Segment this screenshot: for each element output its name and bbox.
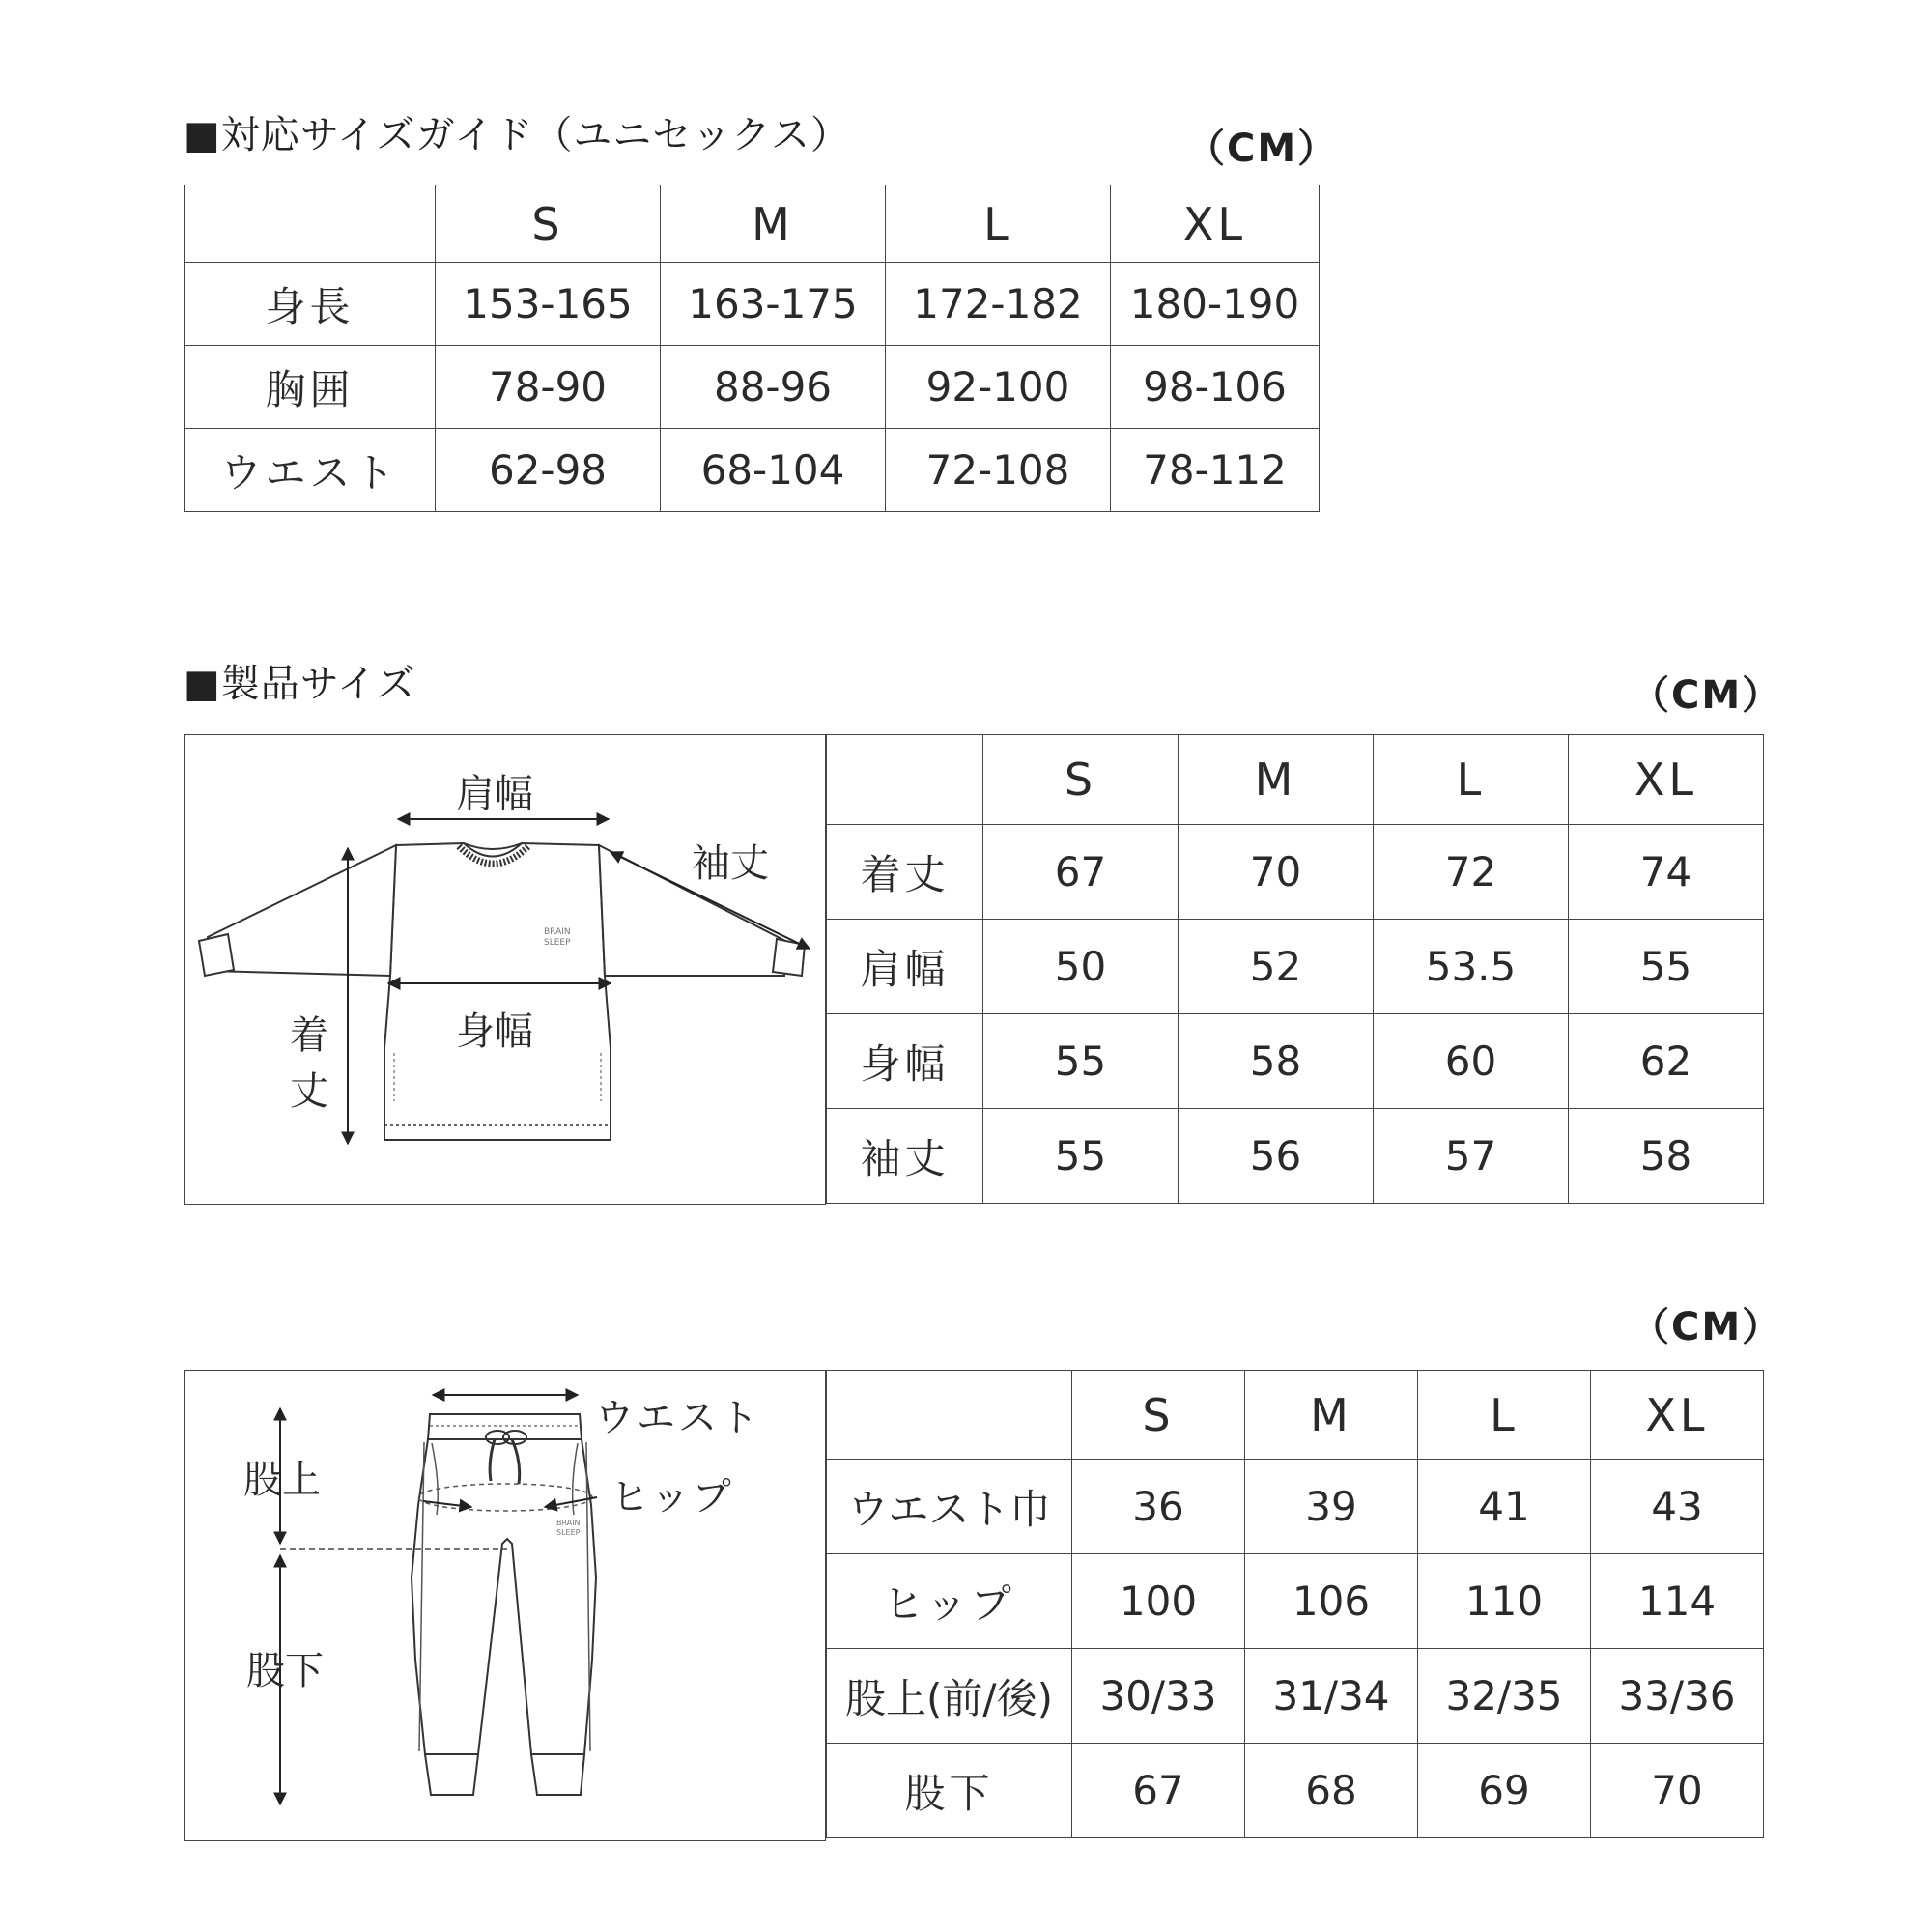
guide-cell: 62-98 (436, 429, 661, 512)
guide-cell: 92-100 (886, 346, 1111, 429)
pants-header-l: L (1418, 1371, 1591, 1460)
pants-table (826, 1370, 1764, 1838)
pants-cell: 36 (1072, 1460, 1245, 1554)
product-cell: 74 (1569, 825, 1764, 920)
waist-label: ウエスト (595, 1396, 761, 1440)
product-cell: 56 (1179, 1109, 1374, 1204)
guide-cell: 163-175 (661, 263, 886, 346)
product-unit: （CM） (1631, 673, 1783, 718)
guide-row-label: 胸囲 (185, 346, 436, 429)
product-cell: 72 (1374, 825, 1569, 920)
top-logo-line-1: BRAIN (544, 927, 571, 937)
pants-cell: 30/33 (1072, 1649, 1245, 1744)
pants-cell: 100 (1072, 1554, 1245, 1649)
pants-header-s: S (1072, 1371, 1245, 1460)
guide-cell: 180-190 (1111, 263, 1320, 346)
guide-cell: 172-182 (886, 263, 1111, 346)
table-row (827, 1109, 1764, 1204)
guide-header-l: L (886, 185, 1111, 263)
pants-row-label: ヒップ (827, 1554, 1072, 1649)
product-cell: 55 (983, 1014, 1179, 1109)
pants-cell: 43 (1591, 1460, 1764, 1554)
table-row (827, 1014, 1764, 1109)
inseam-label: 股下 (246, 1649, 324, 1693)
pants-cell: 41 (1418, 1460, 1591, 1554)
pants-cell: 67 (1072, 1744, 1245, 1838)
pants-header-xl: XL (1591, 1371, 1764, 1460)
table-row (185, 263, 1320, 346)
guide-title: ■対応サイズガイド（ユニセックス） (184, 113, 850, 157)
pants-header-row (827, 1371, 1764, 1460)
table-row (827, 1554, 1764, 1649)
hip-label: ヒップ (611, 1475, 734, 1520)
guide-header-row (185, 185, 1320, 263)
guide-header-xl: XL (1111, 185, 1320, 263)
guide-row-label: 身長 (185, 263, 436, 346)
product-cell: 60 (1374, 1014, 1569, 1109)
pants-header-blank (827, 1371, 1072, 1460)
guide-header-s: S (436, 185, 661, 263)
guide-row-label: ウエスト (185, 429, 436, 512)
pants-logo-line-1: BRAIN (556, 1519, 581, 1527)
pants-cell: 32/35 (1418, 1649, 1591, 1744)
product-cell: 55 (983, 1109, 1179, 1204)
pants-cell: 33/36 (1591, 1649, 1764, 1744)
product-header-xl: XL (1569, 735, 1764, 825)
product-cell: 57 (1374, 1109, 1569, 1204)
table-row (185, 346, 1320, 429)
guide-cell: 72-108 (886, 429, 1111, 512)
pants-row-label: 股上(前/後) (827, 1649, 1072, 1744)
product-header-m: M (1179, 735, 1374, 825)
guide-header-m: M (661, 185, 886, 263)
product-header-blank (827, 735, 983, 825)
pants-cell: 31/34 (1245, 1649, 1418, 1744)
table-row (827, 1649, 1764, 1744)
guide-cell: 88-96 (661, 346, 886, 429)
guide-unit: （CM） (1186, 127, 1339, 171)
product-cell: 62 (1569, 1014, 1764, 1109)
product-cell: 52 (1179, 920, 1374, 1014)
product-row-label: 着丈 (827, 825, 983, 920)
guide-table (184, 185, 1320, 512)
product-title: ■製品サイズ (184, 662, 416, 706)
pants-logo-line-2: SLEEP (556, 1528, 581, 1537)
guide-cell: 78-112 (1111, 429, 1320, 512)
body-width-label: 身幅 (456, 1009, 533, 1054)
product-row-label: 肩幅 (827, 920, 983, 1014)
pants-row-label: ウエスト巾 (827, 1460, 1072, 1554)
table-row (827, 825, 1764, 920)
guide-cell: 98-106 (1111, 346, 1320, 429)
product-table (826, 734, 1764, 1204)
rise-label: 股上 (243, 1458, 321, 1502)
top-logo-line-2: SLEEP (544, 938, 571, 948)
pants-cell: 39 (1245, 1460, 1418, 1554)
product-header-l: L (1374, 735, 1569, 825)
table-row (827, 1744, 1764, 1838)
table-row (827, 920, 1764, 1014)
pants-cell: 110 (1418, 1554, 1591, 1649)
pants-cell: 69 (1418, 1744, 1591, 1838)
product-row-label: 身幅 (827, 1014, 983, 1109)
product-cell: 58 (1179, 1014, 1374, 1109)
pants-row-label: 股下 (827, 1744, 1072, 1838)
product-cell: 50 (983, 920, 1179, 1014)
sleeve-label: 袖丈 (692, 841, 769, 886)
guide-header-blank (185, 185, 436, 263)
pants-cell: 106 (1245, 1554, 1418, 1649)
length-label-1: 着 (290, 1013, 328, 1058)
guide-cell: 153-165 (436, 263, 661, 346)
length-label-2: 丈 (290, 1069, 328, 1114)
product-cell: 53.5 (1374, 920, 1569, 1014)
pants-cell: 68 (1245, 1744, 1418, 1838)
product-cell: 55 (1569, 920, 1764, 1014)
product-header-s: S (983, 735, 1179, 825)
guide-cell: 78-90 (436, 346, 661, 429)
pants-header-m: M (1245, 1371, 1418, 1460)
product-header-row (827, 735, 1764, 825)
product-cell: 70 (1179, 825, 1374, 920)
table-row (827, 1460, 1764, 1554)
product-cell: 67 (983, 825, 1179, 920)
pants-cell: 114 (1591, 1554, 1764, 1649)
product-cell: 58 (1569, 1109, 1764, 1204)
guide-cell: 68-104 (661, 429, 886, 512)
shoulder-label: 肩幅 (456, 772, 533, 816)
product-row-label: 袖丈 (827, 1109, 983, 1204)
pants-unit: （CM） (1631, 1305, 1783, 1350)
pants-cell: 70 (1591, 1744, 1764, 1838)
table-row (185, 429, 1320, 512)
